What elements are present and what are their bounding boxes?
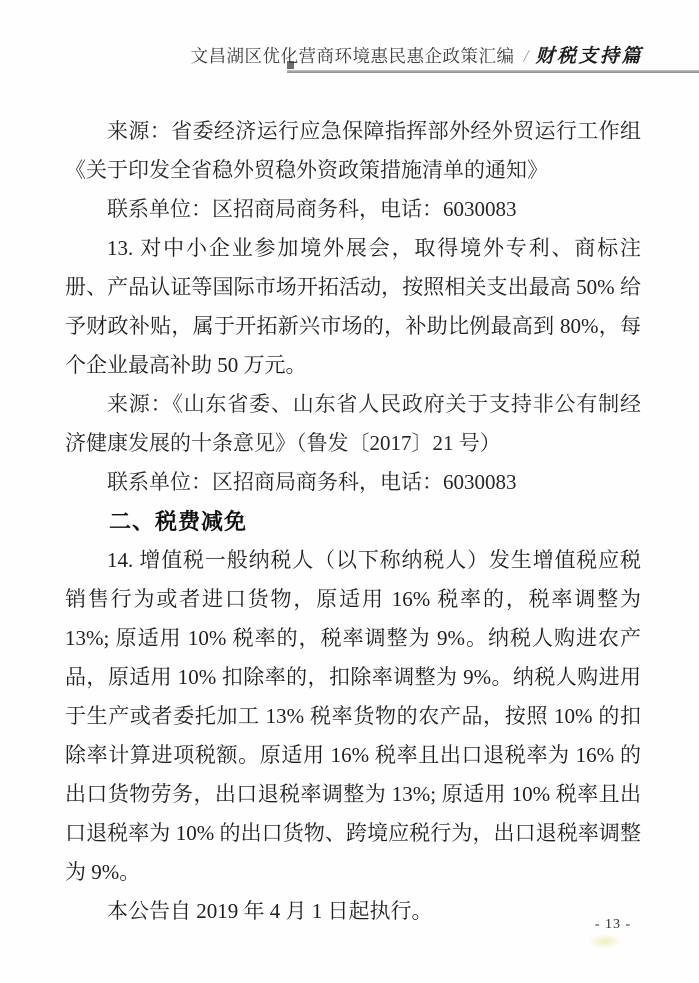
page-number: - 13 - bbox=[594, 917, 632, 932]
paragraph-contact-1: 联系单位：区招商局商务科，电话：6030083 bbox=[107, 197, 517, 221]
paragraph-item-13: 13. 对中小企业参加境外展会，取得境外专利、商标注册、产品认证等国际市场开拓活动，按照相关支出最高 50% 给予财政补贴，属于开拓新兴市场的，补助比例最高到 80%，每个企业最高补助 50 万元。 bbox=[65, 236, 641, 377]
section-heading: 二、税费减免 bbox=[109, 509, 248, 534]
paragraph-source-1: 来源：省委经济运行应急保障指挥部外经外贸运行工作组《关于印发全省稳外贸稳外资政策措施清单的通知》 bbox=[65, 119, 641, 182]
scan-stain bbox=[588, 934, 622, 949]
header-rule bbox=[287, 70, 699, 73]
section-title: 财税支持篇 bbox=[535, 46, 643, 67]
paragraph-effective-date: 本公告自 2019 年 4 月 1 日起执行。 bbox=[107, 899, 433, 923]
paragraph-source-2: 来源：《山东省委、山东省人民政府关于支持非公有制经济健康发展的十条意见》（鲁发〔2017〕21 号） bbox=[65, 392, 641, 455]
booklet-title: 文昌湖区优化营商环境惠民惠企政策汇编 bbox=[190, 46, 515, 66]
paragraph-item-14: 14. 增值税一般纳税人（以下称纳税人）发生增值税应税销售行为或者进口货物，原适用 16% 税率的，税率调整为 13%; 原适用 10% 税率的，税率调整为 9%。纳税人购进农产品，原适用 10% 扣除率的，扣除率调整为 9%。纳税人购进用于生产或者委托加工 13% 税率货物的农产品，按照 10% 的扣除率计算进项税额。原适用 16% 税率且出口退税率为 16% 的出口货物劳务，出口退税率调整为 13%; 原适用 10% 税率且出口退税率为 10% 的出口货物、跨境应税行为，出口退税率调整为 9%。 bbox=[65, 548, 641, 884]
document-body bbox=[65, 112, 641, 931]
header-separator: / bbox=[523, 46, 529, 66]
page-header bbox=[190, 44, 643, 70]
paragraph-contact-2: 联系单位：区招商局商务科，电话：6030083 bbox=[107, 470, 517, 494]
